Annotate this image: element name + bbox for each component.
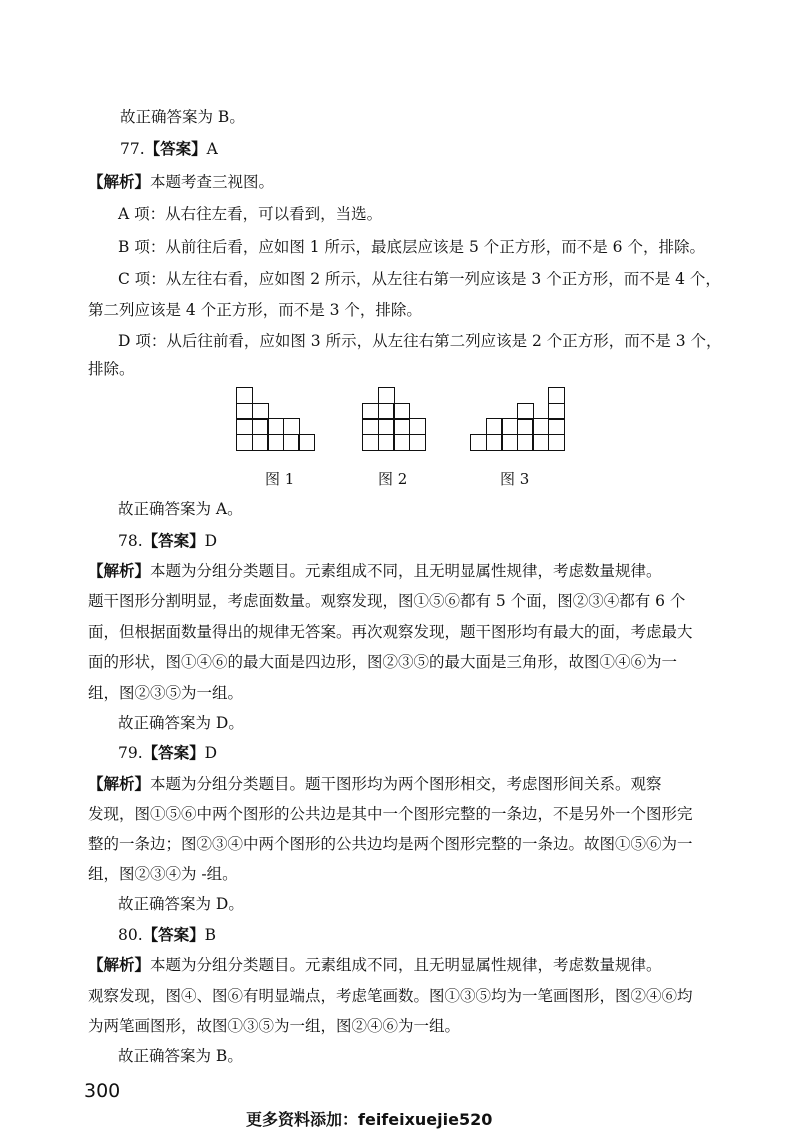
analysis-text: 本题为分组分类题目。题干图形均为两个图形相交，考虑图形间关系。观察 — [150, 775, 662, 793]
answer-label: 【答案】 — [144, 140, 207, 158]
grid-square — [378, 418, 395, 435]
q78-analysis-line2: 题干图形分割明显，考虑面数量。观察发现，图①⑤⑥都有 5 个面，图②③④都有 6 个 — [88, 592, 686, 610]
grid-square — [362, 434, 379, 451]
analysis-label: 【解析】 — [88, 775, 151, 793]
answer-line-80: 故正确答案为 B。 — [118, 1047, 243, 1065]
grid-square — [548, 387, 565, 404]
grid-square — [236, 387, 253, 404]
grid-square — [378, 387, 395, 404]
grid-square — [501, 434, 518, 451]
answer-value: B — [204, 926, 217, 944]
question-number: 80. — [118, 926, 143, 944]
grid-square — [236, 403, 253, 420]
grid-square — [236, 434, 253, 451]
grid-square — [252, 434, 269, 451]
analysis-label: 【解析】 — [88, 562, 151, 580]
answer-line-77: 故正确答案为 A。 — [118, 500, 243, 518]
grid-square — [517, 403, 534, 420]
grid-square — [393, 434, 410, 451]
grid-square — [267, 434, 284, 451]
q78-header — [118, 531, 217, 551]
question-number: 78. — [118, 532, 143, 550]
q79-analysis-line1 — [88, 774, 662, 794]
grid-square — [517, 418, 534, 435]
answer-line-79: 故正确答案为 D。 — [118, 895, 244, 913]
grid-square — [267, 418, 284, 435]
grid-square — [486, 434, 503, 451]
analysis-text: 本题为分组分类题目。元素组成不同，且无明显属性规律，考虑数量规律。 — [150, 956, 662, 974]
grid-square — [409, 418, 426, 435]
option-d-line2: 排除。 — [88, 360, 135, 378]
option-a: A 项：从右往左看，可以看到，当选。 — [118, 205, 383, 223]
grid-square — [298, 434, 315, 451]
q77-header — [120, 139, 218, 159]
q80-analysis-line1 — [88, 955, 662, 975]
q78-analysis-line3: 面，但根据面数量得出的规律无答案。再次观察发现，题干图形均有最大的面，考虑最大 — [88, 623, 693, 641]
answer-line-76: 故正确答案为 B。 — [120, 108, 245, 126]
q79-analysis-line3: 整的一条边；图②③④中两个图形的公共边均是两个图形完整的一条边。故图①⑤⑥为一 — [88, 835, 693, 853]
answer-value: A — [206, 140, 218, 158]
question-number: 79. — [118, 744, 143, 762]
grid-square — [548, 403, 565, 420]
q79-analysis-line4: 组，图②③④为 -组。 — [88, 865, 238, 883]
grid-square — [378, 403, 395, 420]
grid-square — [486, 418, 503, 435]
analysis-label: 【解析】 — [88, 173, 151, 191]
q78-analysis-line4: 面的形状，图①④⑥的最大面是四边形，图②③⑤的最大面是三角形，故图①④⑥为一 — [88, 653, 678, 671]
grid-square — [532, 434, 549, 451]
q78-analysis-line5: 组，图②③⑤为一组。 — [88, 684, 244, 702]
grid-square — [393, 418, 410, 435]
answer-value: D — [204, 532, 218, 550]
q79-analysis-line2: 发现，图①⑤⑥中两个图形的公共边是其中一个图形完整的一条边，不是另外一个图形完 — [88, 805, 693, 823]
option-c-line2: 第二列应该是 4 个正方形，而不是 3 个，排除。 — [88, 301, 422, 319]
option-c-line1: C 项：从左往右看，应如图 2 所示，从左往右第一列应该是 3 个正方形，而不是 4 个， — [118, 270, 721, 288]
grid-square — [517, 434, 534, 451]
option-d-line1: D 项：从后往前看，应如图 3 所示，从左往右第二列应该是 2 个正方形，而不是 3 个， — [118, 332, 722, 350]
figure-2-caption: 图 2 — [378, 470, 408, 488]
answer-label: 【答案】 — [142, 926, 205, 944]
grid-square — [470, 434, 487, 451]
grid-square — [252, 403, 269, 420]
grid-square — [378, 434, 395, 451]
q78-analysis-line1 — [88, 561, 662, 581]
grid-square — [283, 434, 300, 451]
answer-label: 【答案】 — [142, 744, 205, 762]
q77-analysis — [88, 172, 274, 192]
grid-square — [362, 403, 379, 420]
answer-value: D — [204, 744, 218, 762]
grid-square — [501, 418, 518, 435]
q80-analysis-line3: 为两笔画图形，故图①③⑤为一组，图②④⑥为一组。 — [88, 1017, 461, 1035]
analysis-label: 【解析】 — [88, 956, 151, 974]
q80-header — [118, 925, 216, 945]
footer-contact: 更多资料添加：feifeixuejie520 — [246, 1110, 493, 1129]
grid-square — [236, 418, 253, 435]
question-number: 77. — [120, 140, 145, 158]
analysis-text: 本题为分组分类题目。元素组成不同，且无明显属性规律，考虑数量规律。 — [150, 562, 662, 580]
analysis-text: 本题考查三视图。 — [150, 173, 275, 191]
figure-1-caption: 图 1 — [265, 470, 295, 488]
grid-square — [548, 434, 565, 451]
figure-3-caption: 图 3 — [500, 470, 530, 488]
grid-square — [532, 418, 549, 435]
grid-square — [283, 418, 300, 435]
q79-header — [118, 743, 217, 763]
grid-square — [393, 403, 410, 420]
grid-square — [362, 418, 379, 435]
answer-label: 【答案】 — [142, 532, 205, 550]
option-b: B 项：从前往后看，应如图 1 所示，最底层应该是 5 个正方形，而不是 6 个，排除。 — [118, 238, 705, 256]
grid-square — [252, 418, 269, 435]
answer-line-78: 故正确答案为 D。 — [118, 714, 244, 732]
q80-analysis-line2: 观察发现，图④、图⑥有明显端点，考虑笔画数。图①③⑤均为一笔画图形，图②④⑥均 — [88, 987, 693, 1005]
grid-square — [409, 434, 426, 451]
grid-square — [548, 418, 565, 435]
page-number: 300 — [84, 1080, 121, 1102]
